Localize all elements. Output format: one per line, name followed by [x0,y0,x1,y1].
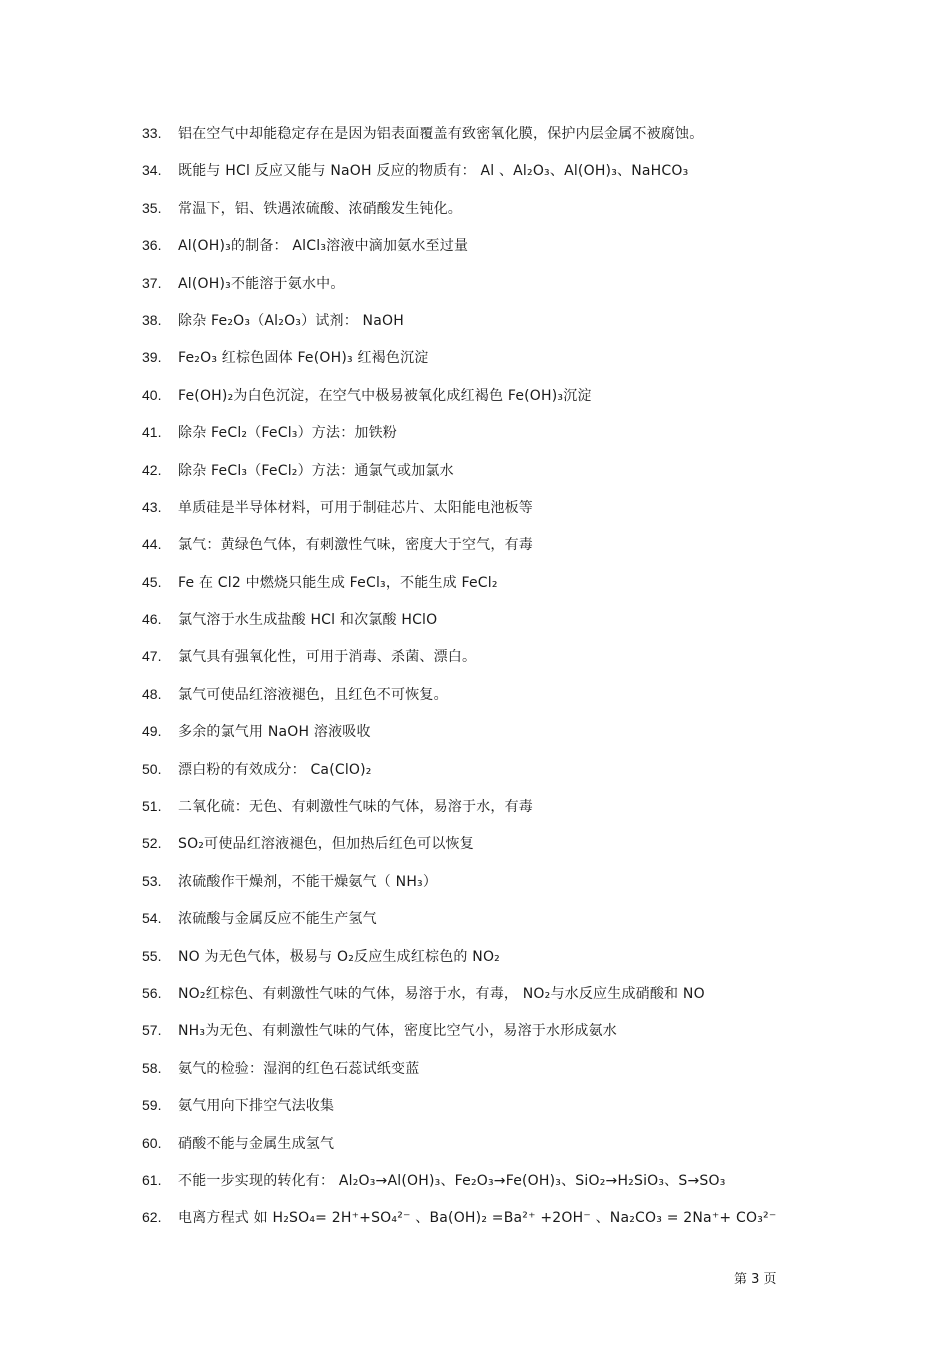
item-number: 56. [142,984,162,1001]
item-text: 二氧化硫：无色、有刺激性气味的气体，易溶于水，有毒 [178,799,533,816]
item-text: Al(OH)₃不能溶于氨水中。 [178,275,345,292]
item-text: 浓硫酸与金属反应不能生产氢气 [178,911,377,928]
list-item [142,457,822,494]
list-item [142,793,822,830]
item-text: 氯气具有强氧化性，可用于消毒、杀菌、漂白。 [178,649,477,666]
item-text: 氯气：黄绿色气体，有刺激性气味，密度大于空气，有毒 [178,537,533,554]
list-item [142,270,822,307]
list-item [142,643,822,680]
page-number: 第 3 页 [734,1272,777,1287]
list-item [142,718,822,755]
item-number: 60. [142,1134,162,1151]
notes-list [142,120,822,1242]
list-item [142,382,822,419]
list-item [142,830,822,867]
list-item [142,1092,822,1129]
item-text: 浓硫酸作干燥剂，不能干燥氨气（ NH₃） [178,873,438,890]
item-text: 除杂 Fe₂O₃（Al₂O₃）试剂： NaOH [178,312,404,329]
item-text: NO₂红棕色、有刺激性气味的气体，易溶于水，有毒， NO₂与水反应生成硝酸和 NO [178,985,705,1002]
item-number: 52. [142,835,162,852]
item-number: 54. [142,910,162,927]
list-item [142,195,822,232]
item-text: 氨气用向下排空气法收集 [178,1098,335,1115]
list-item [142,419,822,456]
list-item [142,868,822,905]
list-item [142,756,822,793]
item-number: 34. [142,162,162,179]
item-number: 51. [142,798,162,815]
item-text: 漂白粉的有效成分： Ca(ClO)₂ [178,761,372,778]
item-number: 40. [142,386,162,403]
list-item [142,344,822,381]
item-number: 39. [142,349,162,366]
list-item [142,606,822,643]
item-text: 单质硅是半导体材料，可用于制硅芯片、太阳能电池板等 [178,499,533,516]
item-text: 不能一步实现的转化有： Al₂O₃→Al(OH)₃、Fe₂O₃→Fe(OH)₃、SiO₂→H₂SiO₃、S→SO₃ [178,1172,726,1189]
item-number: 43. [142,498,162,515]
item-number: 50. [142,760,162,777]
item-number: 48. [142,685,162,702]
item-number: 42. [142,461,162,478]
item-text: 除杂 FeCl₃（FeCl₂）方法：通氯气或加氯水 [178,462,454,479]
item-text: Al(OH)₃的制备： AlCl₃溶液中滴加氨水至过量 [178,238,469,255]
item-text: 氯气可使品红溶液褪色，且红色不可恢复。 [178,686,448,703]
item-number: 58. [142,1059,162,1076]
list-item [142,531,822,568]
item-number: 46. [142,611,162,628]
list-item [142,1204,822,1241]
item-number: 37. [142,274,162,291]
item-text: 硝酸不能与金属生成氢气 [178,1135,335,1152]
list-item [142,232,822,269]
item-number: 55. [142,947,162,964]
item-number: 36. [142,237,162,254]
list-item [142,1130,822,1167]
item-text: 铝在空气中却能稳定存在是因为铝表面覆盖有致密氧化膜，保护内层金属不被腐蚀。 [178,126,704,142]
item-text: 既能与 HCl 反应又能与 NaOH 反应的物质有： Al 、Al₂O₃、Al(OH)₃、NaHCO₃ [178,163,689,180]
item-number: 61. [142,1171,162,1188]
item-text: NH₃为无色、有刺激性气味的气体，密度比空气小，易溶于水形成氨水 [178,1023,618,1040]
item-number: 53. [142,872,162,889]
item-number: 44. [142,536,162,553]
item-text: 电离方程式 如 H₂SO₄= 2H⁺+SO₄²⁻ 、Ba(OH)₂ =Ba²⁺ +2OH⁻ 、Na₂CO₃ = 2Na⁺+ CO₃²⁻ [178,1210,777,1227]
item-text: 氯气溶于水生成盐酸 HCl 和次氯酸 HClO [178,612,438,629]
item-text: NO 为无色气体，极易与 O₂反应生成红棕色的 NO₂ [178,948,500,965]
item-text: Fe 在 Cl2 中燃烧只能生成 FeCl₃，不能生成 FeCl₂ [178,574,498,591]
list-item [142,681,822,718]
item-text: 氨气的检验：湿润的红色石蕊试纸变蓝 [178,1060,420,1077]
item-text: 常温下，铝、铁遇浓硫酸、浓硝酸发生钝化。 [178,200,462,217]
list-item [142,120,822,157]
item-number: 47. [142,648,162,665]
list-item [142,1055,822,1092]
item-number: 49. [142,723,162,740]
list-item [142,1017,822,1054]
item-number: 59. [142,1097,162,1114]
item-number: 41. [142,424,162,441]
item-number: 45. [142,573,162,590]
list-item [142,1167,822,1204]
list-item [142,494,822,531]
list-item [142,569,822,606]
list-item [142,905,822,942]
item-text: Fe₂O₃ 红棕色固体 Fe(OH)₃ 红褐色沉淀 [178,350,429,367]
list-item [142,307,822,344]
item-number: 33. [142,125,162,141]
list-item [142,157,822,194]
item-number: 38. [142,311,162,328]
item-number: 62. [142,1209,162,1226]
list-item [142,943,822,980]
item-text: SO₂可使品红溶液褪色，但加热后红色可以恢复 [178,836,474,853]
item-text: 除杂 FeCl₂（FeCl₃）方法：加铁粉 [178,425,398,442]
item-text: 多余的氯气用 NaOH 溶液吸收 [178,724,371,741]
item-text: Fe(OH)₂为白色沉淀，在空气中极易被氧化成红褐色 Fe(OH)₃沉淀 [178,387,592,404]
list-item [142,980,822,1017]
item-number: 35. [142,199,162,216]
item-number: 57. [142,1022,162,1039]
